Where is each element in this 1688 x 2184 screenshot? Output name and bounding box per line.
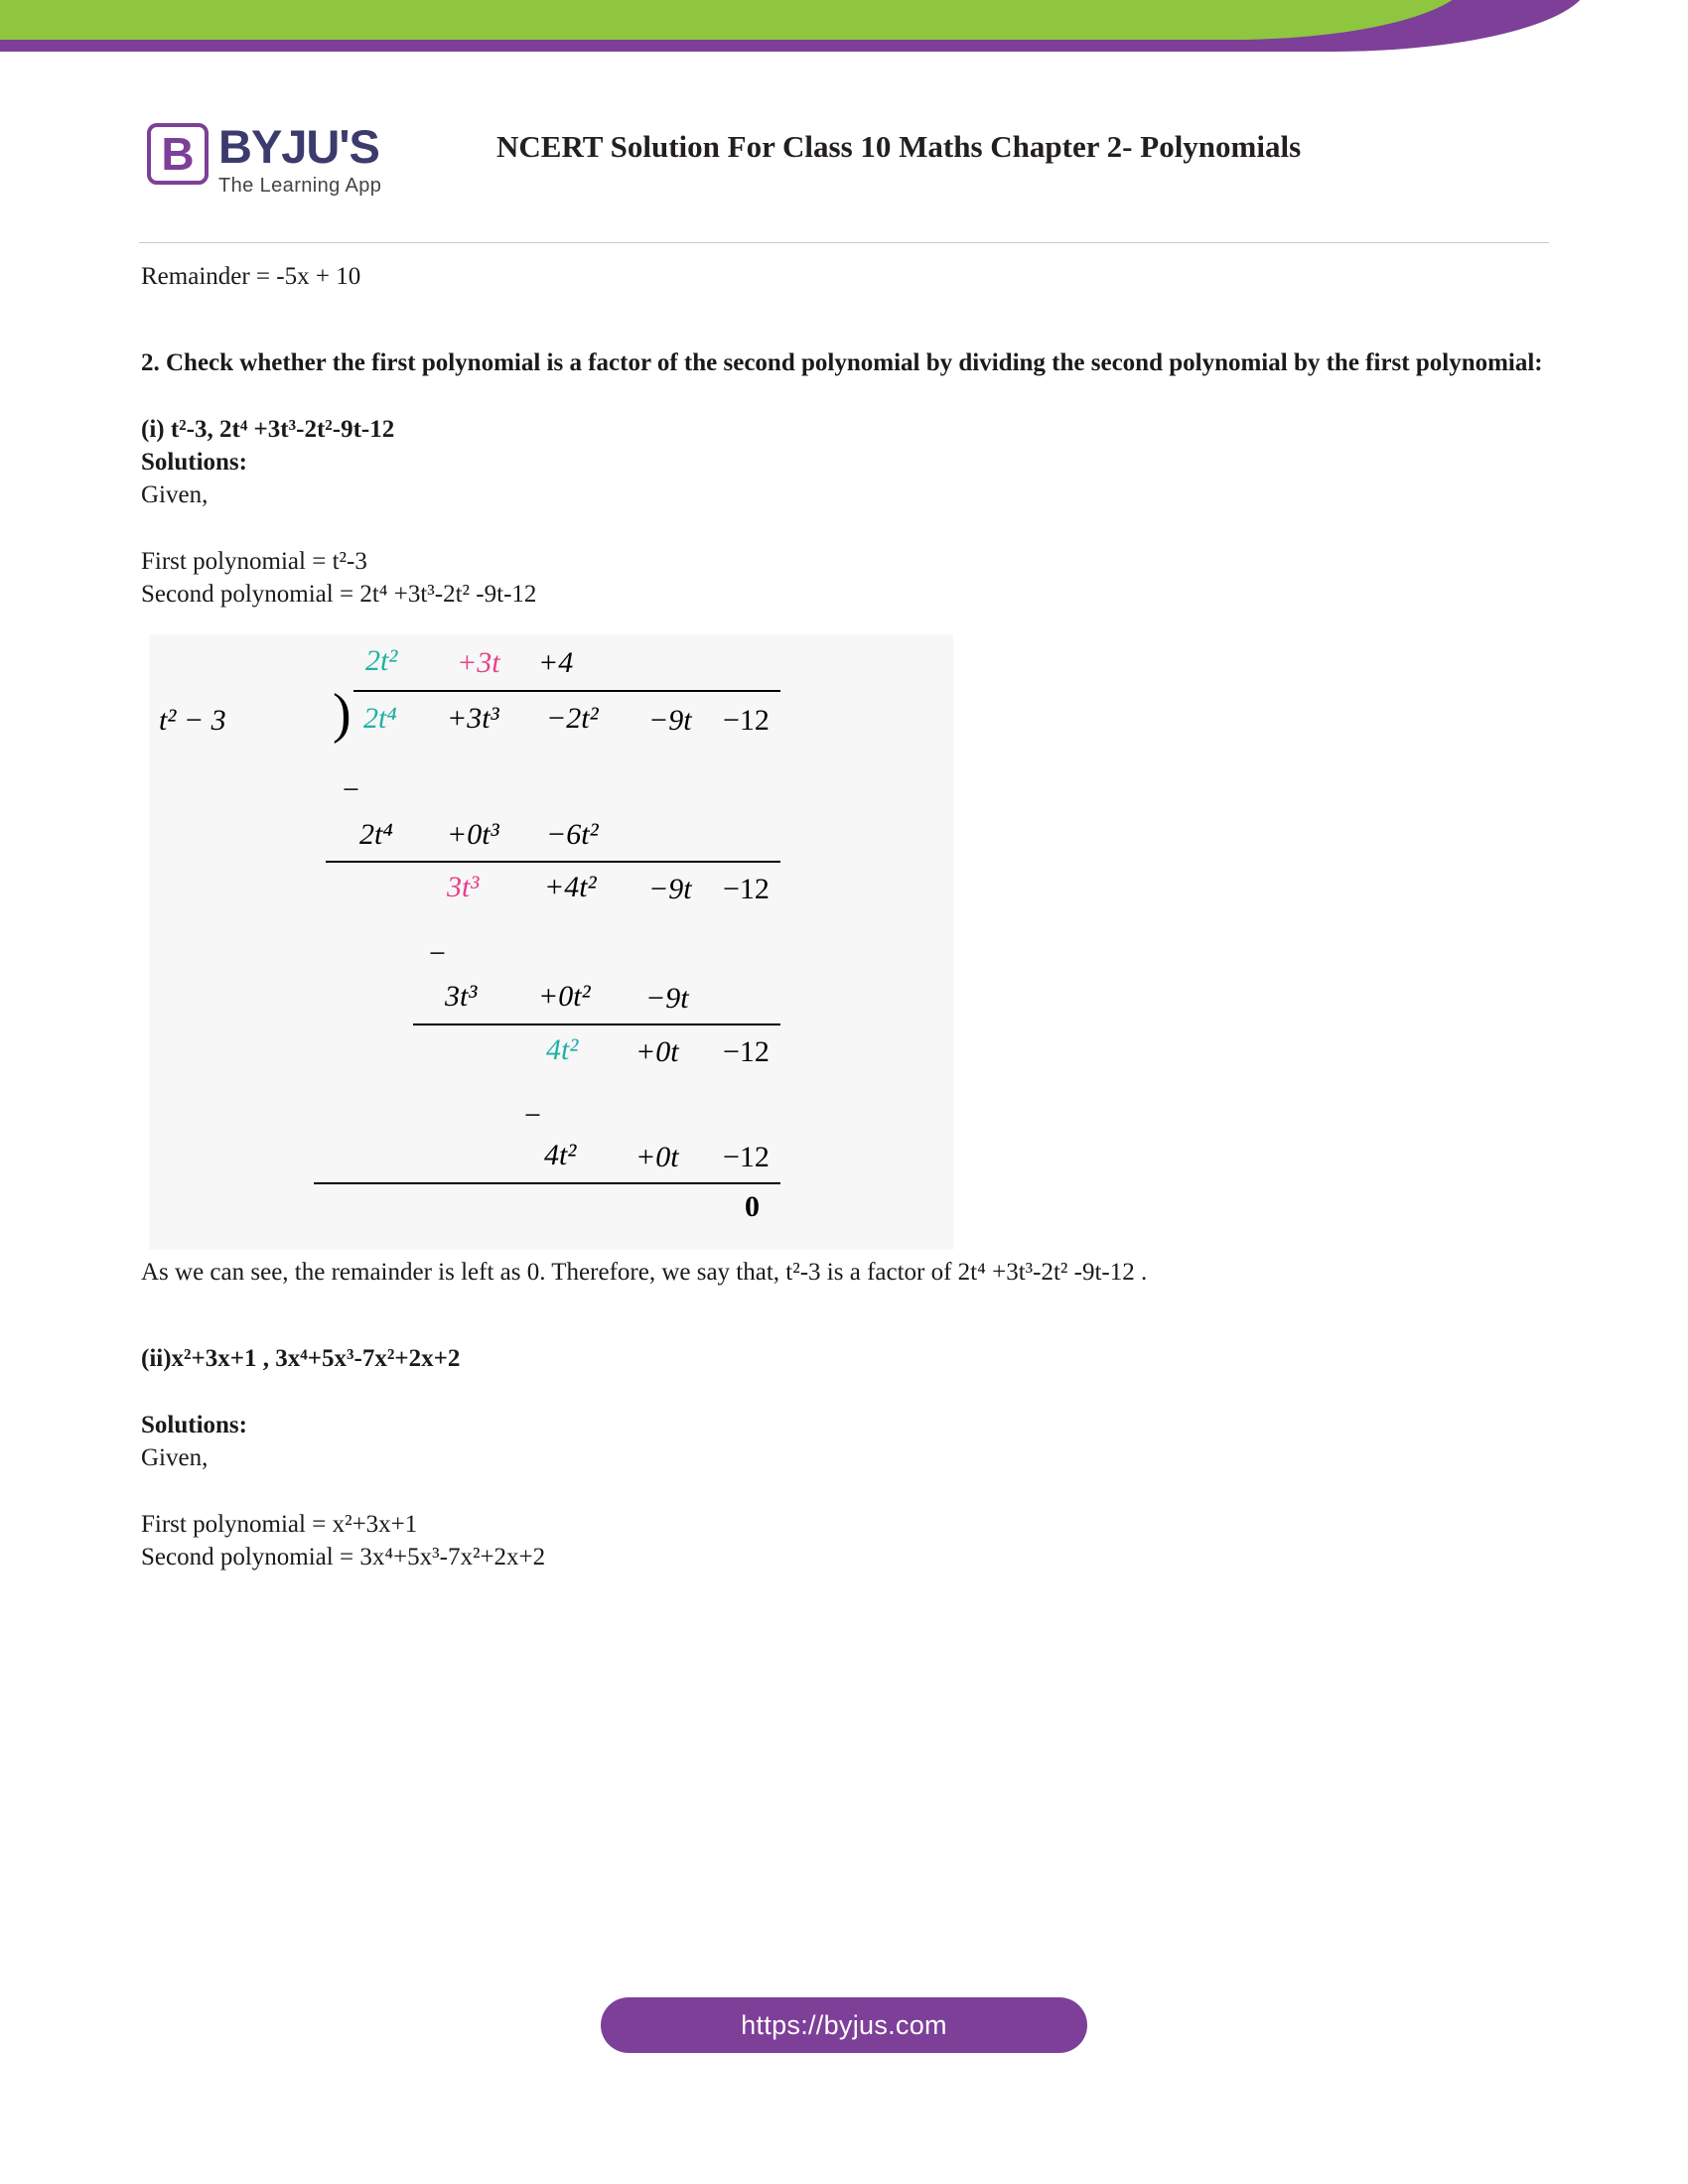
dividend-term-4: −9t bbox=[648, 704, 692, 737]
dividend-term-1: 2t⁴ bbox=[363, 702, 397, 735]
step1-sub-term-1: 2t⁴ bbox=[359, 818, 393, 851]
divisor: t² − 3 bbox=[159, 704, 226, 737]
solutions-label-i: Solutions: bbox=[141, 449, 247, 476]
question-2-text: 2. Check whether the first polynomial is a factor of the second polynomial by dividing the second polynomial by the first polynomial: bbox=[141, 349, 1543, 376]
step1-rem-term-2: +4t² bbox=[544, 871, 597, 903]
step1-sub-term-3: −6t² bbox=[546, 818, 599, 851]
part-i-statement: (i) t²-3, 2t⁴ +3t³-2t²-9t-12 bbox=[141, 416, 395, 443]
first-polynomial-ii: First polynomial = x²+3x+1 bbox=[141, 1511, 418, 1538]
division-bracket-icon: ) bbox=[333, 683, 352, 745]
step2-rem-term-2: +0t bbox=[635, 1035, 679, 1068]
final-remainder: 0 bbox=[745, 1190, 760, 1223]
second-polynomial-ii: Second polynomial = 3x⁴+5x³-7x²+2x+2 bbox=[141, 1544, 546, 1570]
step3-rule bbox=[314, 1182, 780, 1184]
document-content bbox=[141, 246, 1561, 1573]
step3-sub-term-1: 4t² bbox=[544, 1139, 577, 1171]
logo-title: BYJU'S bbox=[218, 120, 379, 173]
step2-sub-term-2: +0t² bbox=[538, 980, 591, 1013]
step3-sub-term-2: +0t bbox=[635, 1141, 679, 1173]
dividend-term-2: +3t³ bbox=[447, 702, 499, 735]
step1-rem-term-4: −12 bbox=[723, 873, 770, 905]
part-ii-statement: (ii)x²+3x+1 , 3x⁴+5x³-7x²+2x+2 bbox=[141, 1345, 461, 1372]
logo-text-block bbox=[218, 120, 382, 197]
quotient-term-2: +3t bbox=[457, 646, 500, 679]
remainder-line: Remainder = -5x + 10 bbox=[141, 263, 361, 290]
dividend-term-5: −12 bbox=[723, 704, 770, 737]
step1-sub-term-2: +0t³ bbox=[447, 818, 499, 851]
dividend-term-3: −2t² bbox=[546, 702, 599, 735]
conclusion-i: As we can see, the remainder is left as 0. Therefore, we say that, t²-3 is a factor of 2t⁴ +3t³-2t² -9t-12 . bbox=[141, 1259, 1148, 1286]
step3-sub-term-3: −12 bbox=[723, 1141, 770, 1173]
step2-rule bbox=[413, 1024, 780, 1025]
logo-mark-icon bbox=[147, 123, 209, 185]
top-decorative-banner bbox=[0, 0, 1688, 69]
minus-sign-3: − bbox=[524, 1099, 541, 1132]
minus-sign-2: − bbox=[429, 937, 446, 970]
division-top-rule bbox=[353, 690, 780, 692]
step2-rem-term-1: 4t² bbox=[546, 1033, 579, 1066]
byjus-logo[interactable] bbox=[147, 120, 382, 197]
page-header bbox=[0, 107, 1688, 218]
logo-letter: B bbox=[161, 128, 195, 180]
minus-sign-1: − bbox=[343, 773, 359, 806]
step2-rem-term-3: −12 bbox=[723, 1035, 770, 1068]
given-label-i: Given, bbox=[141, 481, 209, 508]
step1-rem-term-1: 3t³ bbox=[447, 871, 480, 903]
step1-rem-term-3: −9t bbox=[648, 873, 692, 905]
solutions-label-ii: Solutions: bbox=[141, 1412, 247, 1438]
header-divider bbox=[139, 242, 1549, 243]
given-label-ii: Given, bbox=[141, 1444, 209, 1471]
footer-url-button[interactable] bbox=[601, 1997, 1087, 2053]
second-polynomial-i: Second polynomial = 2t⁴ +3t³-2t² -9t-12 bbox=[141, 581, 537, 608]
footer-url-text: https://byjus.com bbox=[741, 2009, 947, 2040]
step2-sub-term-1: 3t³ bbox=[445, 980, 478, 1013]
logo-subtitle: The Learning App bbox=[218, 175, 382, 197]
first-polynomial-i: First polynomial = t²-3 bbox=[141, 548, 367, 575]
quotient-term-3: +4 bbox=[538, 646, 574, 679]
quotient-term-1: 2t² bbox=[365, 644, 398, 677]
banner-green-shape bbox=[0, 0, 1470, 40]
step2-sub-term-3: −9t bbox=[645, 982, 689, 1015]
long-division-figure bbox=[149, 634, 953, 1250]
page-title: NCERT Solution For Class 10 Maths Chapter 2- Polynomials bbox=[496, 129, 1302, 164]
step1-rule bbox=[326, 861, 780, 863]
